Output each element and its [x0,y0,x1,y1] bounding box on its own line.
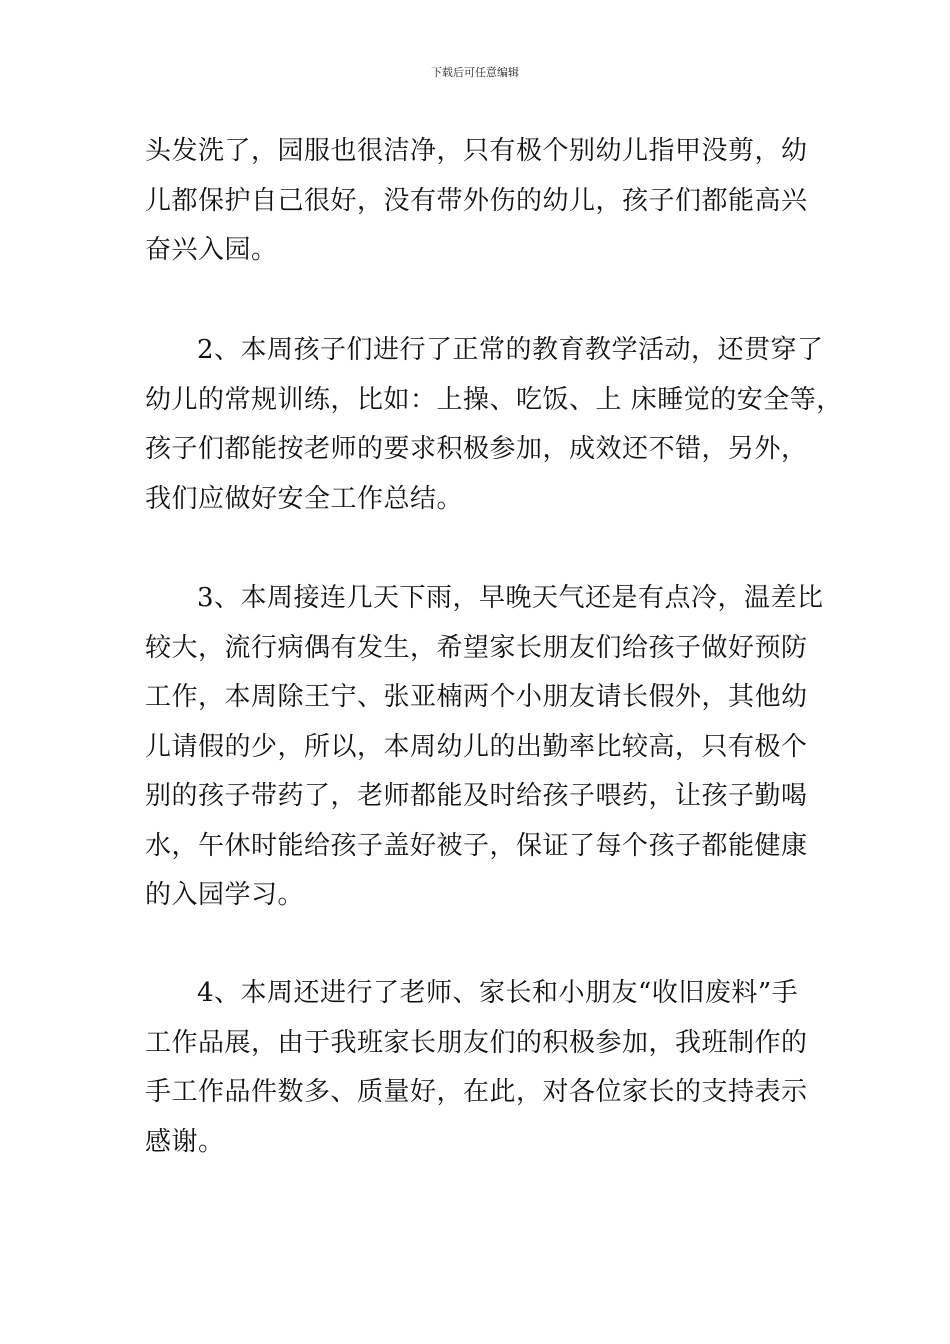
paragraph-line: 儿请假的少，所以，本周幼儿的出勤率比较高，只有极个 [145,731,808,762]
paragraph-3 [145,574,824,921]
paragraph-line: 的入园学习。 [145,880,305,910]
paragraph-line: 水，午休时能给孩子盖好被子，保证了每个孩子都能健康 [145,830,808,861]
paragraph-line: 儿都保护自己很好，没有带外伤的幼儿，孩子们都能高兴 [145,185,808,216]
paragraph-1 [145,127,810,276]
paragraph-line: 工作，本周除王宁、张亚楠两个小朋友请长假外，其他幼 [145,682,808,712]
paragraph-line: 较大，流行病偶有发生，希望家长朋友们给孩子做好预防 [145,632,808,663]
paragraph-line: 头发洗了，园服也很洁净，只有极个别幼儿指甲没剪，幼 [145,136,808,166]
paragraph-line: 幼儿的常规训练，比如：上操、吃饭、上 床睡觉的安全等， [145,384,843,415]
paragraph-line: 别的孩子带药了，老师都能及时给孩子喂药，让孩子勤喝 [145,781,808,811]
paragraph-line: 孩子们都能按老师的要求积极参加，成效还不错，另外， [145,434,808,464]
paragraph-line: 手工作品件数多、质量好，在此，对各位家长的支持表示 [145,1077,808,1107]
paragraph-line: 工作品展，由于我班家长朋友们的积极参加，我班制作的 [145,1027,808,1058]
paragraph-line: 奋兴入园。 [145,235,278,265]
paragraph-line: 我们应做好安全工作总结。 [145,483,464,514]
paragraph-line: 2、本周孩子们进行了正常的教育教学活动，还贯穿了 [197,335,824,365]
paragraph-line: 4、本周还进行了老师、家长和小朋友“收旧废料”手 [197,978,799,1008]
paragraph-2 [145,326,843,524]
paragraph-4 [145,969,810,1167]
paragraph-line: 感谢。 [145,1126,225,1157]
paragraph-line: 3、本周接连几天下雨，早晚天气还是有点冷，温差比 [197,583,824,613]
page-header: 下载后可任意编辑 [431,66,519,79]
